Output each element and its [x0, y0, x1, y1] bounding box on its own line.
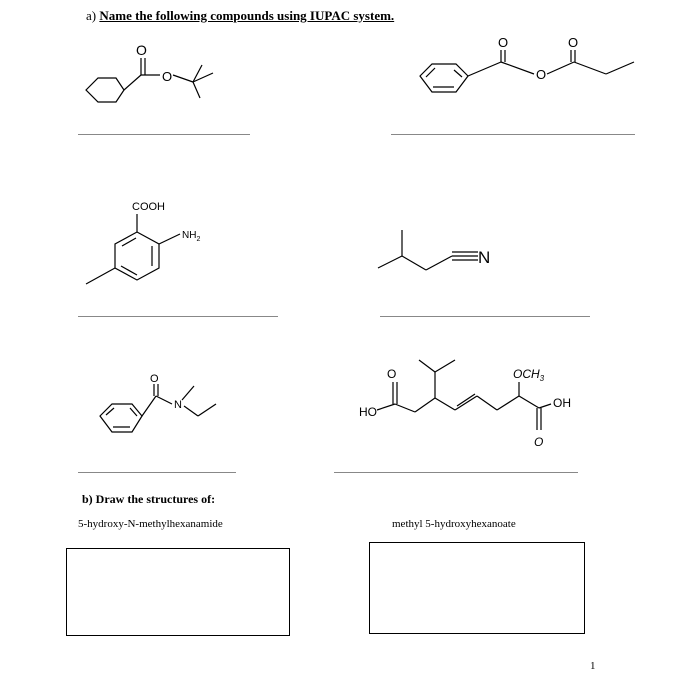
m6-carbonyl-oxygen-1: O [387, 367, 397, 381]
compound-right-name: methyl 5-hydroxyhexanoate [392, 518, 516, 530]
molecule-5-structure [92, 370, 232, 450]
m3-carboxyl-group: COOH [132, 201, 165, 213]
compound-left-name: 5-hydroxy-N-methylhexanamide [78, 518, 223, 530]
m6-carbonyl-oxygen-2: O [534, 435, 544, 449]
m1-ester-oxygen: O [162, 69, 173, 84]
molecule-2-structure [416, 34, 646, 114]
m2-ester-oxygen: O [536, 67, 547, 82]
answer-line-5[interactable] [78, 472, 236, 473]
part-b-heading: b) Draw the structures of: [82, 492, 216, 506]
m5-amide-nitrogen: N [174, 399, 182, 411]
page-number: 1 [590, 660, 596, 672]
m6-hydroxyl-left: HO [359, 405, 377, 419]
m2-carbonyl-oxygen-2: O [568, 35, 579, 50]
m1-carbonyl-oxygen: O [136, 42, 147, 58]
answer-line-2[interactable] [391, 134, 635, 135]
draw-box-right[interactable] [369, 542, 585, 634]
molecule-6-structure [355, 352, 585, 452]
molecule-4-structure [374, 218, 514, 278]
answer-line-6[interactable] [334, 472, 578, 473]
draw-box-left[interactable] [66, 548, 290, 636]
m6-methoxy-group: $OCH_3$ [513, 367, 545, 383]
part-a-title: Name the following compounds using IUPAC system. [99, 8, 395, 23]
answer-line-4[interactable] [380, 316, 590, 317]
m6-hydroxyl-right: OH [553, 396, 571, 410]
part-a-heading [86, 8, 394, 24]
m4-nitrile-nitrogen: N [478, 248, 491, 267]
m2-carbonyl-oxygen-1: O [498, 35, 509, 50]
answer-line-1[interactable] [78, 134, 250, 135]
m5-carbonyl-oxygen: O [150, 373, 159, 385]
part-a-prefix: a) [86, 8, 97, 23]
molecule-3-structure [80, 196, 220, 296]
molecule-1-structure [78, 40, 238, 120]
answer-line-3[interactable] [78, 316, 278, 317]
m3-amine-group: $NH_2$ [182, 230, 201, 243]
